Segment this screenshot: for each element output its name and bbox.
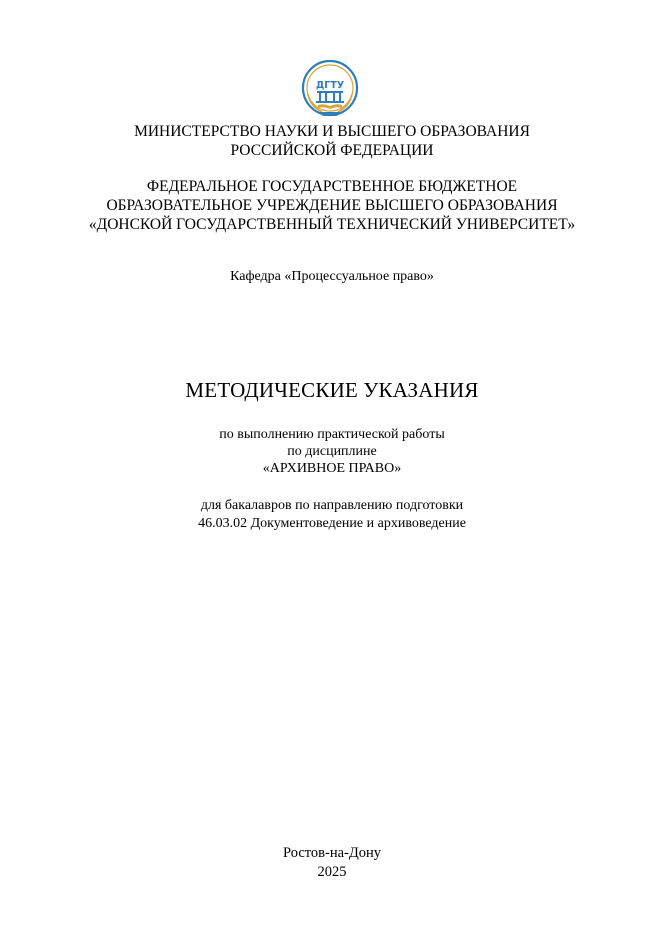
institution-heading	[0, 177, 664, 234]
university-logo-icon	[300, 58, 360, 122]
target-audience	[0, 497, 664, 533]
subtitle-line-1: по выполнению практической работы	[219, 427, 445, 442]
ministry-line-1: МИНИСТЕРСТВО НАУКИ И ВЫСШЕГО ОБРАЗОВАНИЯ	[134, 123, 530, 140]
institution-line-1: ФЕДЕРАЛЬНОЕ ГОСУДАРСТВЕННОЕ БЮДЖЕТНОЕ	[146, 178, 518, 195]
logo-text: ДГТУ	[315, 80, 345, 91]
subtitle-line-2: по дисциплине	[287, 444, 377, 459]
ministry-line-2: РОССИЙСКОЙ ФЕДЕРАЦИИ	[230, 142, 434, 159]
publication-year: 2025	[317, 864, 347, 880]
audience-line-2: 46.03.02 Документоведение и архивоведение	[198, 516, 466, 531]
ministry-heading	[0, 122, 664, 160]
institution-line-2: ОБРАЗОВАТЕЛЬНОЕ УЧРЕЖДЕНИЕ ВЫСШЕГО ОБРАЗОВАНИЯ	[106, 197, 558, 214]
document-title: МЕТОДИЧЕСКИЕ УКАЗАНИЯ	[185, 378, 479, 402]
publication-info	[0, 844, 664, 882]
audience-line-1: для бакалавров по направлению подготовки	[200, 498, 464, 513]
institution-line-3: «ДОНСКОЙ ГОСУДАРСТВЕННЫЙ ТЕХНИЧЕСКИЙ УНИВЕРСИТЕТ»	[88, 216, 576, 233]
department-name: Кафедра «Процессуальное право»	[230, 269, 434, 284]
subtitle-line-3: «АРХИВНОЕ ПРАВО»	[262, 461, 402, 476]
document-subtitle	[0, 426, 664, 477]
publication-city: Ростов-на-Дону	[283, 845, 381, 861]
